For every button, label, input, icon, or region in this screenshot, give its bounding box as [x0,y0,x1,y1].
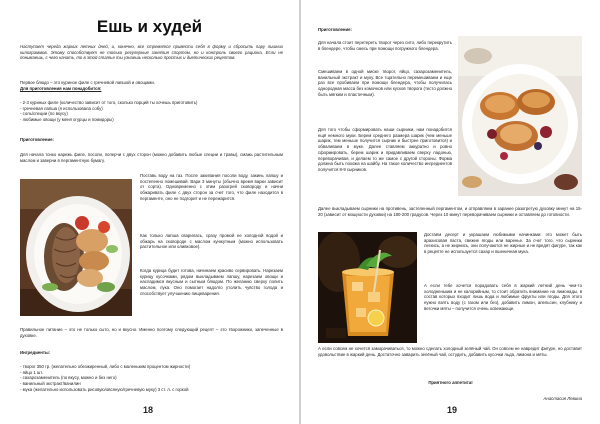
lemonade-photo [318,232,417,343]
right-paragraph-6: А если тебе хочется порадовать себя в жаркий летний день чем-то холодненьким и не калорийным, то стоит обратить внимание на лимонады, в состав которых входит лишь вода и любимые фрукты или ягоды. Для этого нужно взять воду (с газом или без), добавить лимон, апельсин, клубнику и веточки мяты – получится очень освежающе. [424,283,582,311]
ingredients-list [20,364,283,393]
prep-paragraph-5: Правильное питание – это не только сыто, но и вкусно. Именно поэтому следующий рецепт – это творожники, запеченные в духовке. [20,327,283,338]
right-paragraph-3: Для того чтобы сформировать наши сырники, нам понадобится ещё немного муки. Берем среднего размера шарик (чем меньше шарик, тем меньше получится сырник и быстрее приготовится) и обваливаем в муке. Далее ставляем аккуратно и ровно сформировать, берем шарик и придавливаем сверху ладонью, переворачивая, и делаем то же самое с другой стороны. Форма должна быть похожа на шайбу. На такое количество ингредиентов получится 8-9 сырников. [318,127,452,172]
syrniki-photo [458,36,582,196]
list-item: - 2-3 куриных филе (количество зависит от того, сколько порций ты хочешь приготовить) [20,100,198,105]
chicken-noodles-photo [20,179,132,316]
lemonade-illustration [318,232,417,343]
page-right [301,0,600,424]
page-left [0,0,299,424]
prep-paragraph-2: Поставь воду на газ. После закипания посоли воду, закинь лапшу и постепенно помешивай. Вари 3 минуты (обычно время варки зависит от сорта). Одновременно с этим разогрей сковороду и начни обжаривать филе с двух сторон за счет того, что филе находится в пергаменте, оно не подгорит и не пережарится. [140,173,283,201]
prep-heading-right: Приготовление: [318,27,352,32]
prep-paragraph-4: Когда курица будет готова, начинаем красиво сервировать. Нарезаем курицу кусочками, рядом выкладываем лапшу, нарезаем овощи и насладимся вкусным и сытным блюдом. По желанию сверху полить маслом, лука. Оно помогает надолго утолить чувство голода и способствует улучшению пищеварения. [140,268,283,296]
right-paragraph-5: Достаём десерт и украшаем любимыми начинками: это может быть арахисовая паста, свежие ягоды или варенье. За счет того, что сырники легкись, а не жирнись, они получаются не жирные и не вредят фигуре, так как в рецепте не используется сахар и пшеничная мука. [424,232,582,255]
author-name: Анастасия Левина [543,396,582,401]
first-dish-line: Первое блюдо – это куриное филе с гречневой лапшой и овощами. [20,80,155,85]
list-item: - любимые овощи (у меня огурцы и помидоры) [20,117,114,123]
right-paragraph-4: Далее выкладываем сырники на противень, застеленный пергаментом, и отправляем в заранее разогретую духовку минут на 15-20 (зависит от мощности духовки) на 180-200 градусов. Через 10 минут переворачиваем сырники и оставляем до готовности. [318,206,582,217]
list-item: - соль/специи (по вкусу) [20,111,68,117]
chicken-noodles-illustration [20,179,132,316]
article-title: Ешь и худей [96,17,203,36]
right-paragraph-2: Смешиваем в одной миске творог, яйцо, сахарозаменитель, ванильный экстракт и муку. Все тщательно перемешиваем и еще раз все пробиваем при помощи блендера, чтобы получилась однородная масса без комочков или кусков творога (тесто должно быть мягким и пластичным). [318,69,452,97]
prep-paragraph-1: Для начала тонко нарежь филе, посоли, поперчи с двух сторон (можно добавить любые специи и травы), смажь растительным маслом и заверни в пергаментную бумагу. [20,152,283,163]
ingredients-heading: Ингредиенты: [20,350,51,355]
list-item: - гречневая лапша (я использовала собу) [20,105,103,111]
list-item: - яйцо 1 шт. [20,369,44,375]
closing-line: Приятного аппетита! [428,380,473,385]
list-item: - сахарозаменитель (по вкусу, можно и без него) [20,375,117,381]
need-list [20,100,283,123]
right-paragraph-7: А если совсем не хочется заморачиваться, то можно сделать холодный зелёный чай. Он совсем не навредит фигуре, но доставит удовольствие в жаркий день. Достаточно заварить зелёный чай, остудить, добавить кусочки льда, лимона и мяты. [318,346,582,357]
page-number-right: 19 [447,405,458,415]
article-intro: Наступает череда жарких летних дней, и, конечно, все стремятся привести себя в форму и сбросить пару лишних килограммов. Этому способствует не только регулярные занятия спортом, но и контроль своего рациона. Если не понимаешь, с чего начать, то в этой статье ты узнаешь несколько простых и диетических рецептов. [20,44,283,61]
right-paragraph-1: Для начала стоит перетереть творог через сито, либо перекрутить в блендере, чтобы смесь при помощи погружного блендера. [318,40,452,51]
syrniki-illustration [458,36,582,196]
prep-paragraph-3: Как только лапша сварилась, сразу промой ее холодной водой и обжарь на сковороде с маслом кунжутным (можно использовать растительное или оливковое). [140,233,283,250]
page-number-left: 18 [143,405,154,415]
list-item: - мука (желательно использовать рисовую/овсяную/гречневую муку) 3 ст. л. с горкой [20,386,189,392]
need-heading: Для приготовления нам понадобится: [20,86,102,91]
prep-heading: Приготовление: [20,137,54,142]
list-item: - ванильный экстракт/ванилин [20,381,81,387]
list-item: - творог 350 гр. (желательно обезжиренный, либо с маленьким процентом жирности) [20,364,191,369]
